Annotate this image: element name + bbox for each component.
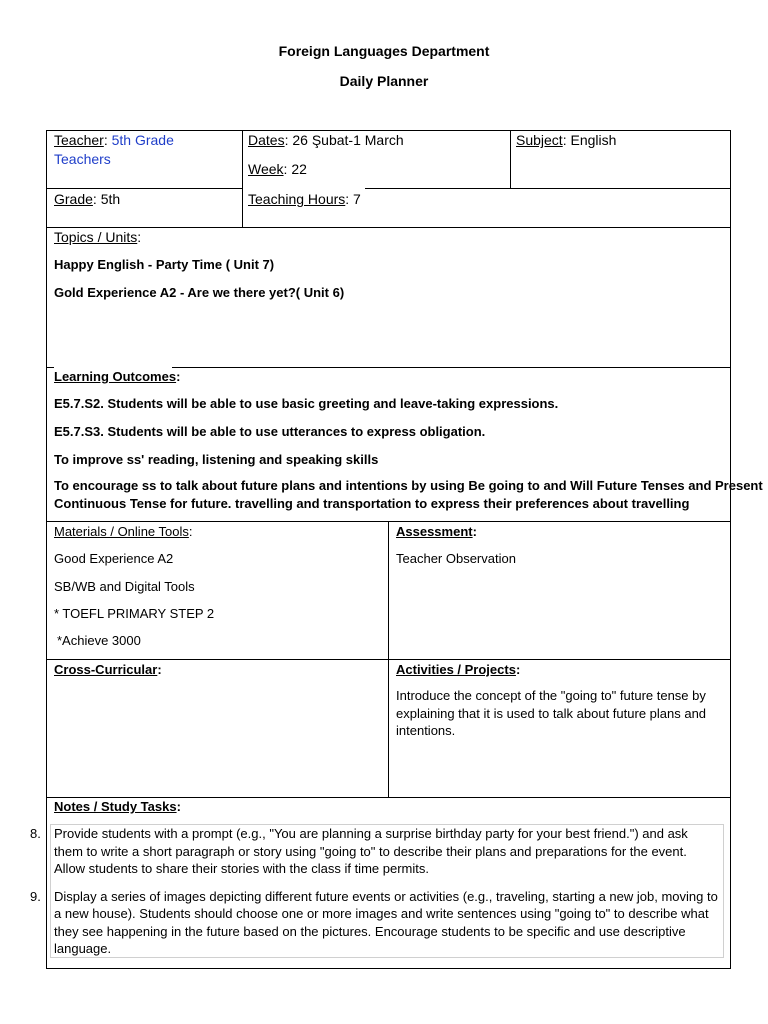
notes-label: Notes / Study Tasks (54, 799, 177, 814)
page-title: Daily Planner (339, 73, 429, 89)
note-line: Display a series of images depicting different future events or activities (e.g., traveling, starting a new job, moving to (54, 889, 718, 904)
cross-curricular-heading: Cross-Curricular: (54, 662, 162, 677)
week-value: : 22 (283, 161, 307, 177)
divider (46, 367, 54, 368)
material-item: *Achieve 3000 (57, 633, 141, 648)
list-number: 8. (30, 826, 41, 841)
assessment-value: Teacher Observation (396, 551, 516, 566)
teacher-label: Teacher (54, 132, 104, 148)
assessment-heading: Assessment: (396, 524, 477, 539)
dates-field (248, 131, 404, 150)
divider (172, 367, 731, 368)
material-item: * TOEFL PRIMARY STEP 2 (54, 606, 215, 621)
topics-heading: Topics / Units: (54, 229, 142, 245)
note-line: a new house). Students should choose one or more images and write sentences using "going to" to describe what (54, 906, 709, 921)
outcome-item: E5.7.S2. Students will be able to use basic greeting and leave-taking expressions. (54, 396, 559, 411)
outcomes-heading: Learning Outcomes: (54, 369, 181, 384)
teaching-hours-label: Teaching Hours (248, 191, 346, 207)
teaching-hours-value: : 7 (345, 191, 361, 207)
assessment-label: Assessment (396, 524, 473, 539)
dates-label: Dates (248, 132, 285, 148)
outcome-item-cont: Continuous Tense for future. travelling and transportation to express their preferences about travelling (54, 496, 690, 511)
divider (510, 130, 511, 189)
grade-label: Grade (54, 191, 93, 207)
activity-line: Introduce the concept of the "going to" future tense by (396, 688, 706, 703)
subject-field (516, 131, 616, 150)
note-line: them to write a short paragraph or story using "going to" to describe their plans and preparations for the event. (54, 844, 687, 859)
outcomes-label: Learning Outcomes (54, 369, 177, 384)
activities-heading: Activities / Projects: (396, 662, 521, 677)
department-title: Foreign Languages Department (278, 43, 490, 59)
material-item: SB/WB and Digital Tools (54, 579, 195, 594)
activity-line: explaining that it is used to talk about future plans and (396, 706, 707, 721)
teacher-value: 5th Grade (111, 132, 174, 148)
divider (388, 521, 389, 798)
note-line: language. (54, 941, 112, 956)
materials-heading: Materials / Online Tools: (54, 524, 193, 539)
teaching-hours-field (248, 190, 361, 209)
outcome-item: To encourage ss to talk about future plans and intentions by using Be going to and Will Future Tenses and Present (54, 478, 763, 493)
material-item: Good Experience A2 (54, 551, 174, 566)
topic-item: Gold Experience A2 - Are we there yet?( Unit 6) (54, 285, 345, 300)
subject-value: : English (562, 132, 617, 148)
grade-value: : 5th (92, 191, 121, 207)
divider (365, 188, 731, 189)
notes-heading: Notes / Study Tasks: (54, 799, 181, 814)
outcome-item: To improve ss' reading, listening and speaking skills (54, 452, 379, 467)
cross-curricular-label: Cross-Curricular (54, 662, 158, 677)
outcome-item: E5.7.S3. Students will be able to use utterances to express obligation. (54, 424, 486, 439)
note-line: they see happening in the future based on the pictures. Encourage students to be specific and use descriptive (54, 924, 686, 939)
activity-line: intentions. (396, 723, 456, 738)
week-label: Week (248, 161, 284, 177)
note-line: Provide students with a prompt (e.g., "You are planning a surprise birthday party for your best friend.") and ask (54, 826, 688, 841)
week-field (248, 160, 307, 179)
dates-value: : 26 Şubat-1 March (284, 132, 404, 148)
list-number: 9. (30, 889, 41, 904)
topic-item: Happy English - Party Time ( Unit 7) (54, 257, 275, 272)
divider (46, 227, 731, 228)
subject-label: Subject (516, 132, 563, 148)
topics-label: Topics / Units (54, 229, 138, 245)
teacher-value-cont: Teachers (54, 151, 111, 167)
teacher-field: Teacher: 5th Grade (54, 132, 174, 148)
divider (242, 130, 243, 228)
grade-field (54, 190, 120, 209)
note-line: Allow students to share their stories with the class if time permits. (54, 861, 429, 876)
materials-label: Materials / Online Tools (54, 524, 189, 539)
activities-label: Activities / Projects (396, 662, 516, 677)
divider (46, 188, 243, 189)
